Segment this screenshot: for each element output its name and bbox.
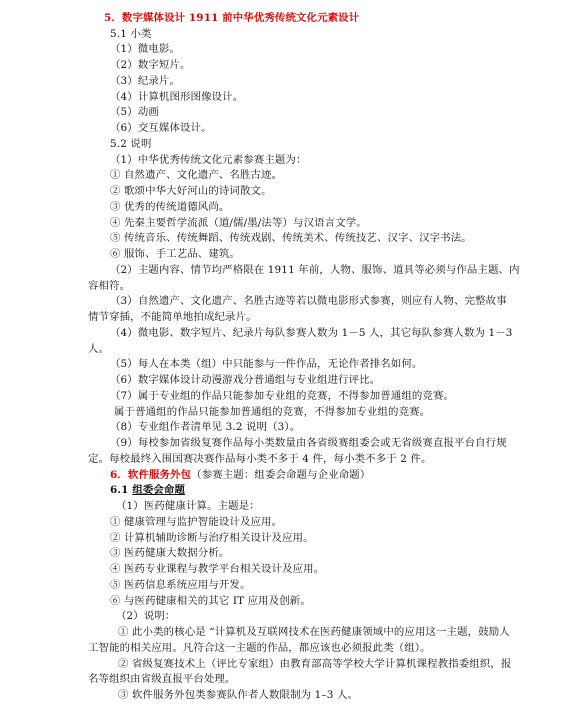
subsection-label: 组委会命题 xyxy=(132,484,186,496)
note-paragraph-cont: 容相符。 xyxy=(88,280,131,292)
explain-title: （2）说明： xyxy=(116,610,176,622)
section-6-heading-rest: （参赛主题：组委会命题与企业命题） xyxy=(191,469,371,481)
note-paragraph: （9）每校参加省级复赛作品每小类数量由各省级赛组委会或无省级赛直报平台自行规 xyxy=(110,437,507,449)
topic-intro: （1）医药健康计算。主题是： xyxy=(116,500,260,512)
note-paragraph-cont: 情节穿插，不能简单地拍成纪录片。 xyxy=(88,311,257,323)
section-5-heading: 5．数字媒体设计 1911 前中华优秀传统文化元素设计 xyxy=(104,12,360,24)
note-paragraph: （1）中华优秀传统文化元素参赛主题为： xyxy=(110,154,307,166)
explain-paragraph: ② 省级复赛技术上（评比专家组）由教育部高等学校大学计算机课程教指委组织，报 xyxy=(118,658,512,670)
note-paragraph: （3）自然遗产、文化遗产、名胜古迹等若以微电影形式参赛，则应有人物、完整故事 xyxy=(110,295,507,307)
category-item: （6）交互媒体设计。 xyxy=(110,122,212,134)
category-item: （4）计算机图形图像设计。 xyxy=(110,91,244,103)
note-paragraph: （5）每人在本类（组）中只能参与一件作品，无论作者排名如何。 xyxy=(110,358,423,370)
theme-item: ⑥ 服饰、手工艺品、建筑。 xyxy=(110,248,240,260)
note-paragraph: （6）数字媒体设计动漫游戏分普通组与专业组进行评比。 xyxy=(110,374,381,386)
subsection-5-1-title: 5.1 小类 xyxy=(110,28,152,40)
category-item: （3）纪录片。 xyxy=(110,75,181,87)
subsection-5-2-title: 5.2 说明 xyxy=(110,138,152,150)
subsection-number: 6.1 xyxy=(110,484,129,496)
note-paragraph: （2）主题内容、情节均严格限在 1911 年前，人物、服饰、道具等必须与作品主题、内 xyxy=(110,264,520,276)
theme-item: ③ 优秀的传统道德风尚。 xyxy=(110,201,230,213)
note-paragraph-cont: 人。 xyxy=(88,343,110,355)
topic-item: ⑤ 医药信息系统应用与开发。 xyxy=(110,579,251,591)
theme-item: ② 歌颂中华大好河山的诗词散文。 xyxy=(110,185,272,197)
theme-item: ⑤ 传统音乐、传统舞蹈、传统戏剧、传统美术、传统技艺、汉字、汉字书法。 xyxy=(110,232,472,244)
explain-paragraph-cont: 工智能的相关应用。凡符合这一主题的作品，都应该也必须报此类（组）。 xyxy=(88,642,431,654)
note-paragraph: （8）专业组作者清单见 3.2 说明（3）。 xyxy=(110,421,301,433)
category-item: （5）动画 xyxy=(110,106,159,118)
section-6-heading xyxy=(110,468,370,482)
subsection-6-1-title xyxy=(110,483,185,497)
topic-item: ④ 医药专业课程与教学平台相关设计及应用。 xyxy=(110,563,325,575)
category-item: （1）微电影。 xyxy=(110,43,181,55)
topic-item: ② 计算机辅助诊断与治疗相关设计及应用。 xyxy=(110,532,314,544)
note-paragraph: （7）属于专业组的作品只能参加专业组的竞赛，不得参加普通组的竞赛。 xyxy=(110,390,455,402)
category-item: （2）数字短片。 xyxy=(110,59,191,71)
topic-item: ① 健康管理与监护智能设计及应用。 xyxy=(110,516,283,528)
explain-paragraph-cont: 名等组织由省级直报平台处理。 xyxy=(88,673,236,685)
topic-item: ⑥ 与医药健康相关的其它 IT 应用及创新。 xyxy=(110,595,311,607)
note-paragraph-cont: 定。每校最终入围国赛决赛作品每小类不多于 4 件，每小类不多于 2 件。 xyxy=(88,453,432,465)
topic-item: ③ 医药健康大数据分析。 xyxy=(110,547,230,559)
note-paragraph: 属于普通组的作品只能参加普通组的竞赛，不得参加专业组的竞赛。 xyxy=(114,406,431,418)
theme-item: ④ 先秦主要哲学流派（道/儒/墨/法等）与汉语言文学。 xyxy=(110,217,367,229)
explain-paragraph: ③ 软件服务外包类参赛队作者人数限制为 1–3 人。 xyxy=(118,689,359,701)
note-paragraph: （4）微电影、数字短片、纪录片每队参赛人数为 1－5 人，其它每队参赛人数为 1－3 xyxy=(110,327,513,339)
explain-paragraph: ① 此小类的核心是 “计算机及互联网技术在医药健康领域中的应用这一主题，鼓励人 xyxy=(118,626,510,638)
theme-item: ① 自然遗产、文化遗产、名胜古迹。 xyxy=(110,169,283,181)
section-6-heading-red: 6．软件服务外包 xyxy=(110,469,192,481)
